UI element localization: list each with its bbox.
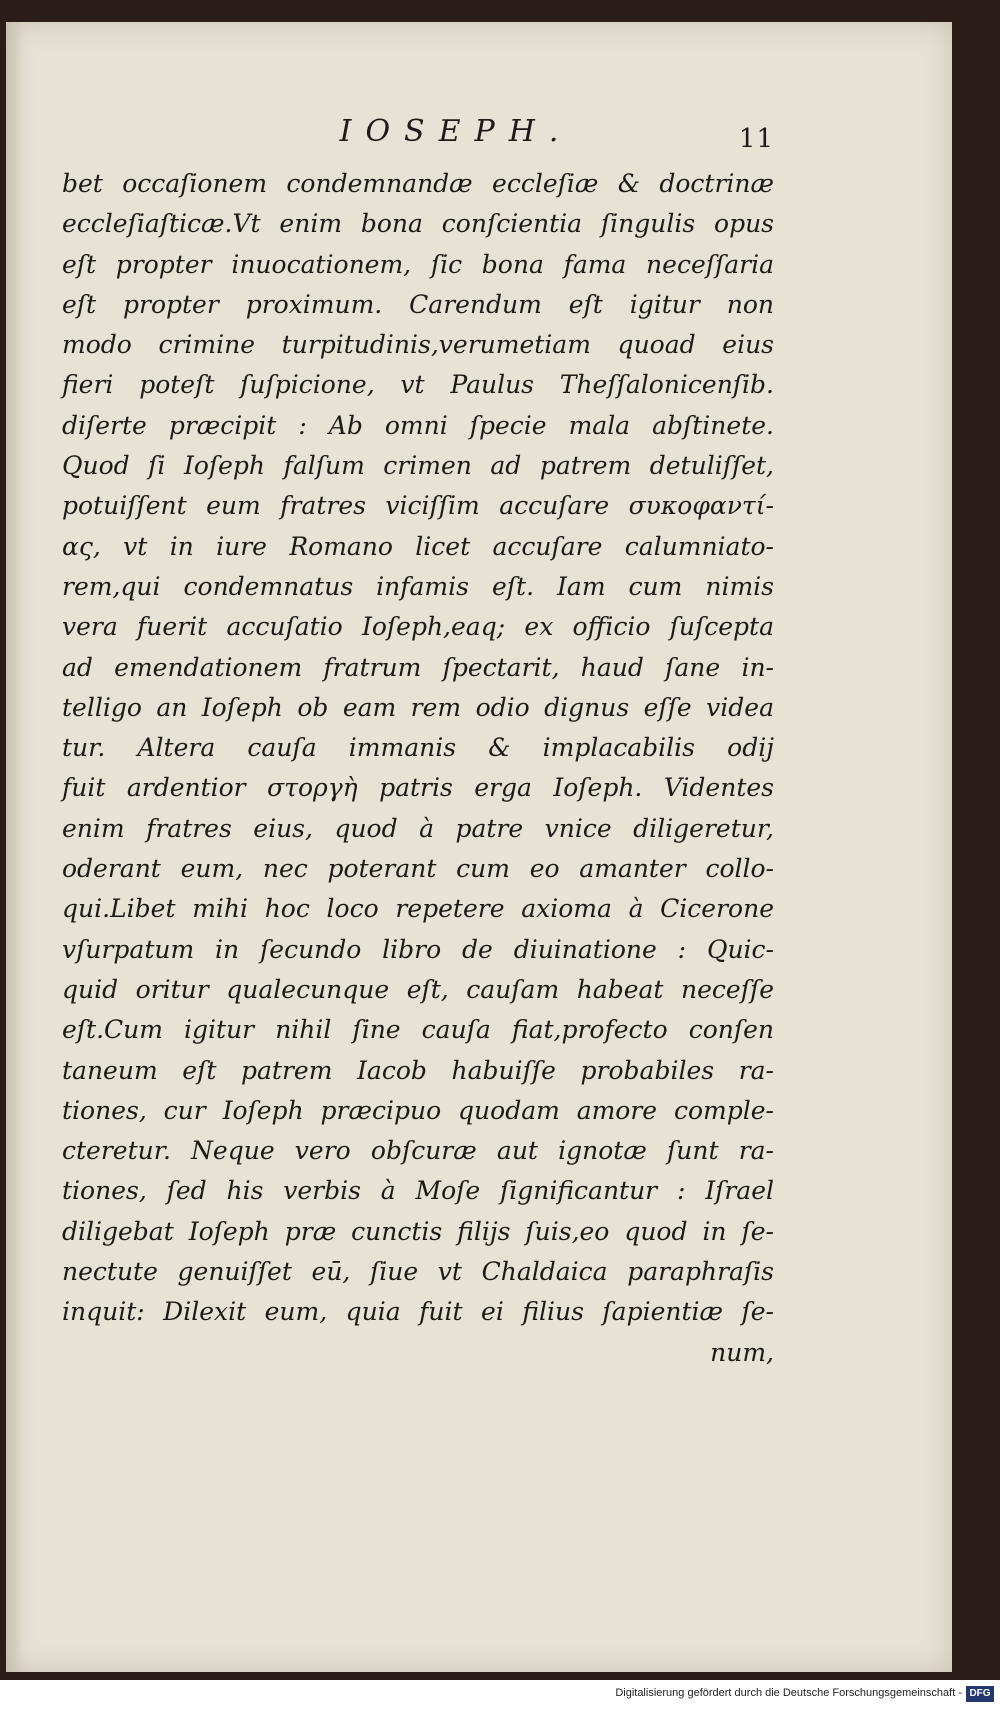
text-line: Quod ſi Ioſeph falſum crimen ad patrem detuliſſet,	[62, 451, 774, 481]
text-line: fieri poteſt ſuſpicione, vt Paulus Theſſalonicenſib.	[62, 370, 774, 400]
text-line: eſt.Cum igitur nihil ſine cauſa fiat,profecto conſen	[62, 1015, 774, 1045]
text-line: rem,qui condemnatus infamis eſt. Iam cum nimis	[62, 571, 774, 601]
text-line: oderant eum, nec poterant cum eo amanter collo-	[62, 854, 774, 884]
body-text	[62, 164, 774, 1373]
running-head: IOSEPH.	[339, 114, 573, 149]
text-line: num,	[710, 1337, 774, 1367]
text-line: cteretur. Neque vero obſcuræ aut ignotæ ſunt ra-	[62, 1136, 774, 1166]
text-line: taneum eſt patrem Iacob habuiſſe probabiles ra-	[62, 1055, 774, 1085]
text-line: eccleſiaſticæ.Vt enim bona conſcientia ſingulis opus	[62, 209, 774, 239]
page-number: 11	[738, 124, 774, 154]
text-line: eſt propter inuocationem, ſic bona fama neceſſaria	[62, 249, 774, 279]
page-gutter-shadow	[6, 22, 24, 1672]
text-line: quid oritur qualecunque eſt, cauſam habeat neceſſe	[62, 974, 774, 1004]
text-line: enim fratres eius, quod à patre vnice diligeretur,	[62, 813, 774, 843]
text-line: telligo an Ioſeph ob eam rem odio dignus eſſe videa	[62, 692, 774, 722]
text-line: ad emendationem fratrum ſpectarit, haud ſane in-	[62, 652, 774, 682]
funding-credit: Digitalisierung gefördert durch die Deutsche Forschungsgemeinschaft -	[615, 1687, 962, 1699]
text-line: diligebat Ioſeph præ cunctis filijs ſuis,eo quod in ſe-	[62, 1216, 774, 1246]
dfg-logo: DFG	[966, 1686, 994, 1702]
text-line: vſurpatum in ſecundo libro de diuinatione : Quic-	[62, 934, 774, 964]
digitization-footer	[0, 1682, 1000, 1709]
text-line: vera fuerit accuſatio Ioſeph,eaq; ex officio ſuſcepta	[62, 612, 774, 642]
text-line: fuit ardentior στοργὴ patris erga Ioſeph. Videntes	[62, 773, 774, 803]
text-line: ας, vt in iure Romano licet accuſare calumniato-	[62, 531, 774, 561]
text-line: tiones, ſed his verbis à Moſe ſignificantur : Iſrael	[62, 1176, 774, 1206]
text-line: eſt propter proximum. Carendum eſt igitur non	[62, 289, 774, 319]
text-line: diſerte præcipit : Ab omni ſpecie mala abſtinete.	[62, 410, 774, 440]
text-line: inquit: Dilexit eum, quia fuit ei filius ſapientiæ ſe-	[62, 1297, 774, 1327]
text-line: tur. Altera cauſa immanis & implacabilis odij	[62, 733, 774, 763]
text-line: qui.Libet mihi hoc loco repetere axioma à Cicerone	[62, 894, 774, 924]
text-line: modo crimine turpitudinis,verumetiam quoad eius	[62, 330, 774, 360]
text-line: potuiſſent eum fratres viciſſim accuſare συκοφαντί-	[62, 491, 774, 521]
text-line: nectute genuiſſet eū, ſiue vt Chaldaica paraphraſis	[62, 1257, 774, 1287]
text-line: tiones, cur Ioſeph præcipuo quodam amore comple-	[62, 1095, 774, 1125]
text-line: bet occaſionem condemnandæ eccleſiæ & doctrinæ	[62, 169, 774, 198]
book-page	[6, 22, 952, 1672]
